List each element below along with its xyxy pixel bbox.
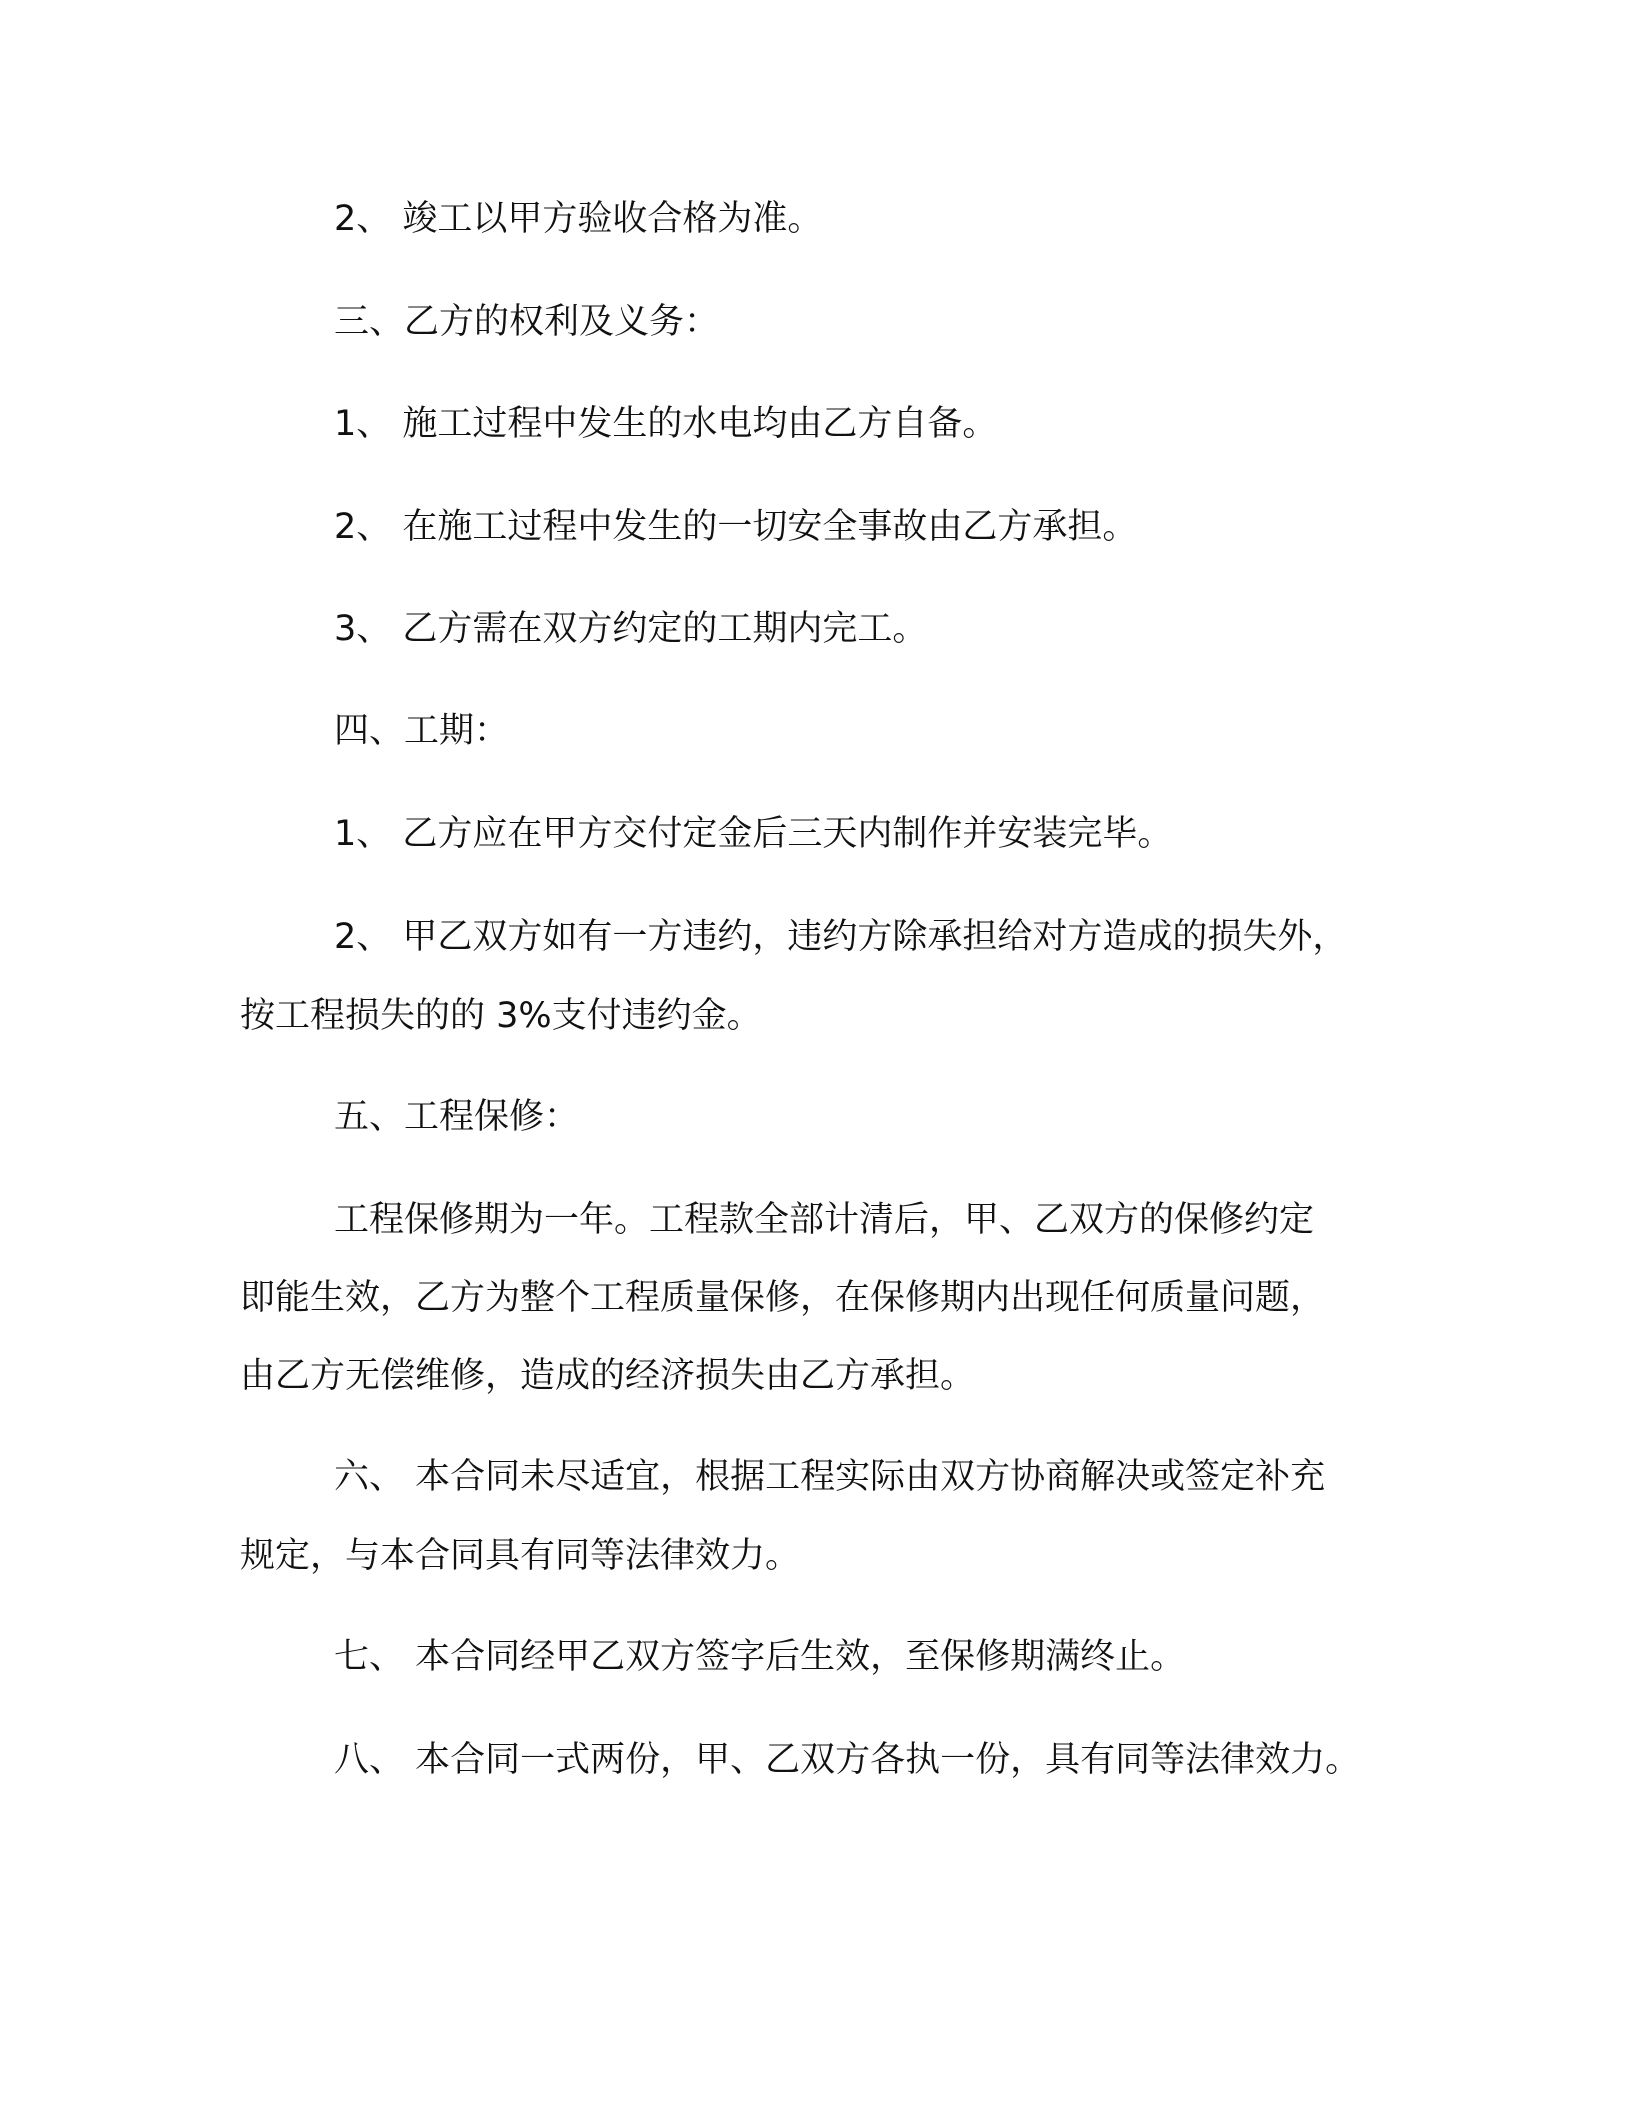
clause-safety-liability: 2、 在施工过程中发生的一切安全事故由乙方承担。 (334, 507, 1138, 547)
warranty-text-line-2: 即能生效，乙方为整个工程质量保修，在保修期内出现任何质量问题， (240, 1278, 1326, 1318)
clause-install-timeline: 1、 乙方应在甲方交付定金后三天内制作并安装完毕。 (334, 814, 1173, 854)
clause-supplement-line-2: 规定，与本合同具有同等法律效力。 (240, 1536, 801, 1576)
warranty-text-line-1: 工程保修期为一年。工程款全部计清后，甲、乙双方的保修约定 (334, 1200, 1315, 1240)
section-heading-warranty: 五、工程保修： (334, 1097, 580, 1137)
clause-supplement-line-1: 六、 本合同未尽适宜，根据工程实际由双方协商解决或签定补充 (334, 1457, 1326, 1497)
section-heading-party-b-rights: 三、乙方的权利及义务： (334, 302, 720, 342)
section-heading-schedule: 四、工期： (334, 711, 510, 751)
clause-effective-term: 七、 本合同经甲乙双方签字后生效，至保修期满终止。 (334, 1637, 1186, 1677)
clause-breach-line-2: 按工程损失的的 3%支付违约金。 (240, 996, 762, 1036)
clause-completion-acceptance: 2、 竣工以甲方验收合格为准。 (334, 199, 823, 239)
clause-copies: 八、 本合同一式两份，甲、乙双方各执一份，具有同等法律效力。 (334, 1740, 1361, 1780)
clause-breach-line-1: 2、 甲乙双方如有一方违约，违约方除承担给对方造成的损失外， (334, 917, 1348, 957)
warranty-text-line-3: 由乙方无偿维修，造成的经济损失由乙方承担。 (240, 1356, 976, 1396)
clause-completion-deadline: 3、 乙方需在双方约定的工期内完工。 (334, 609, 928, 649)
clause-utilities: 1、 施工过程中发生的水电均由乙方自备。 (334, 404, 998, 444)
